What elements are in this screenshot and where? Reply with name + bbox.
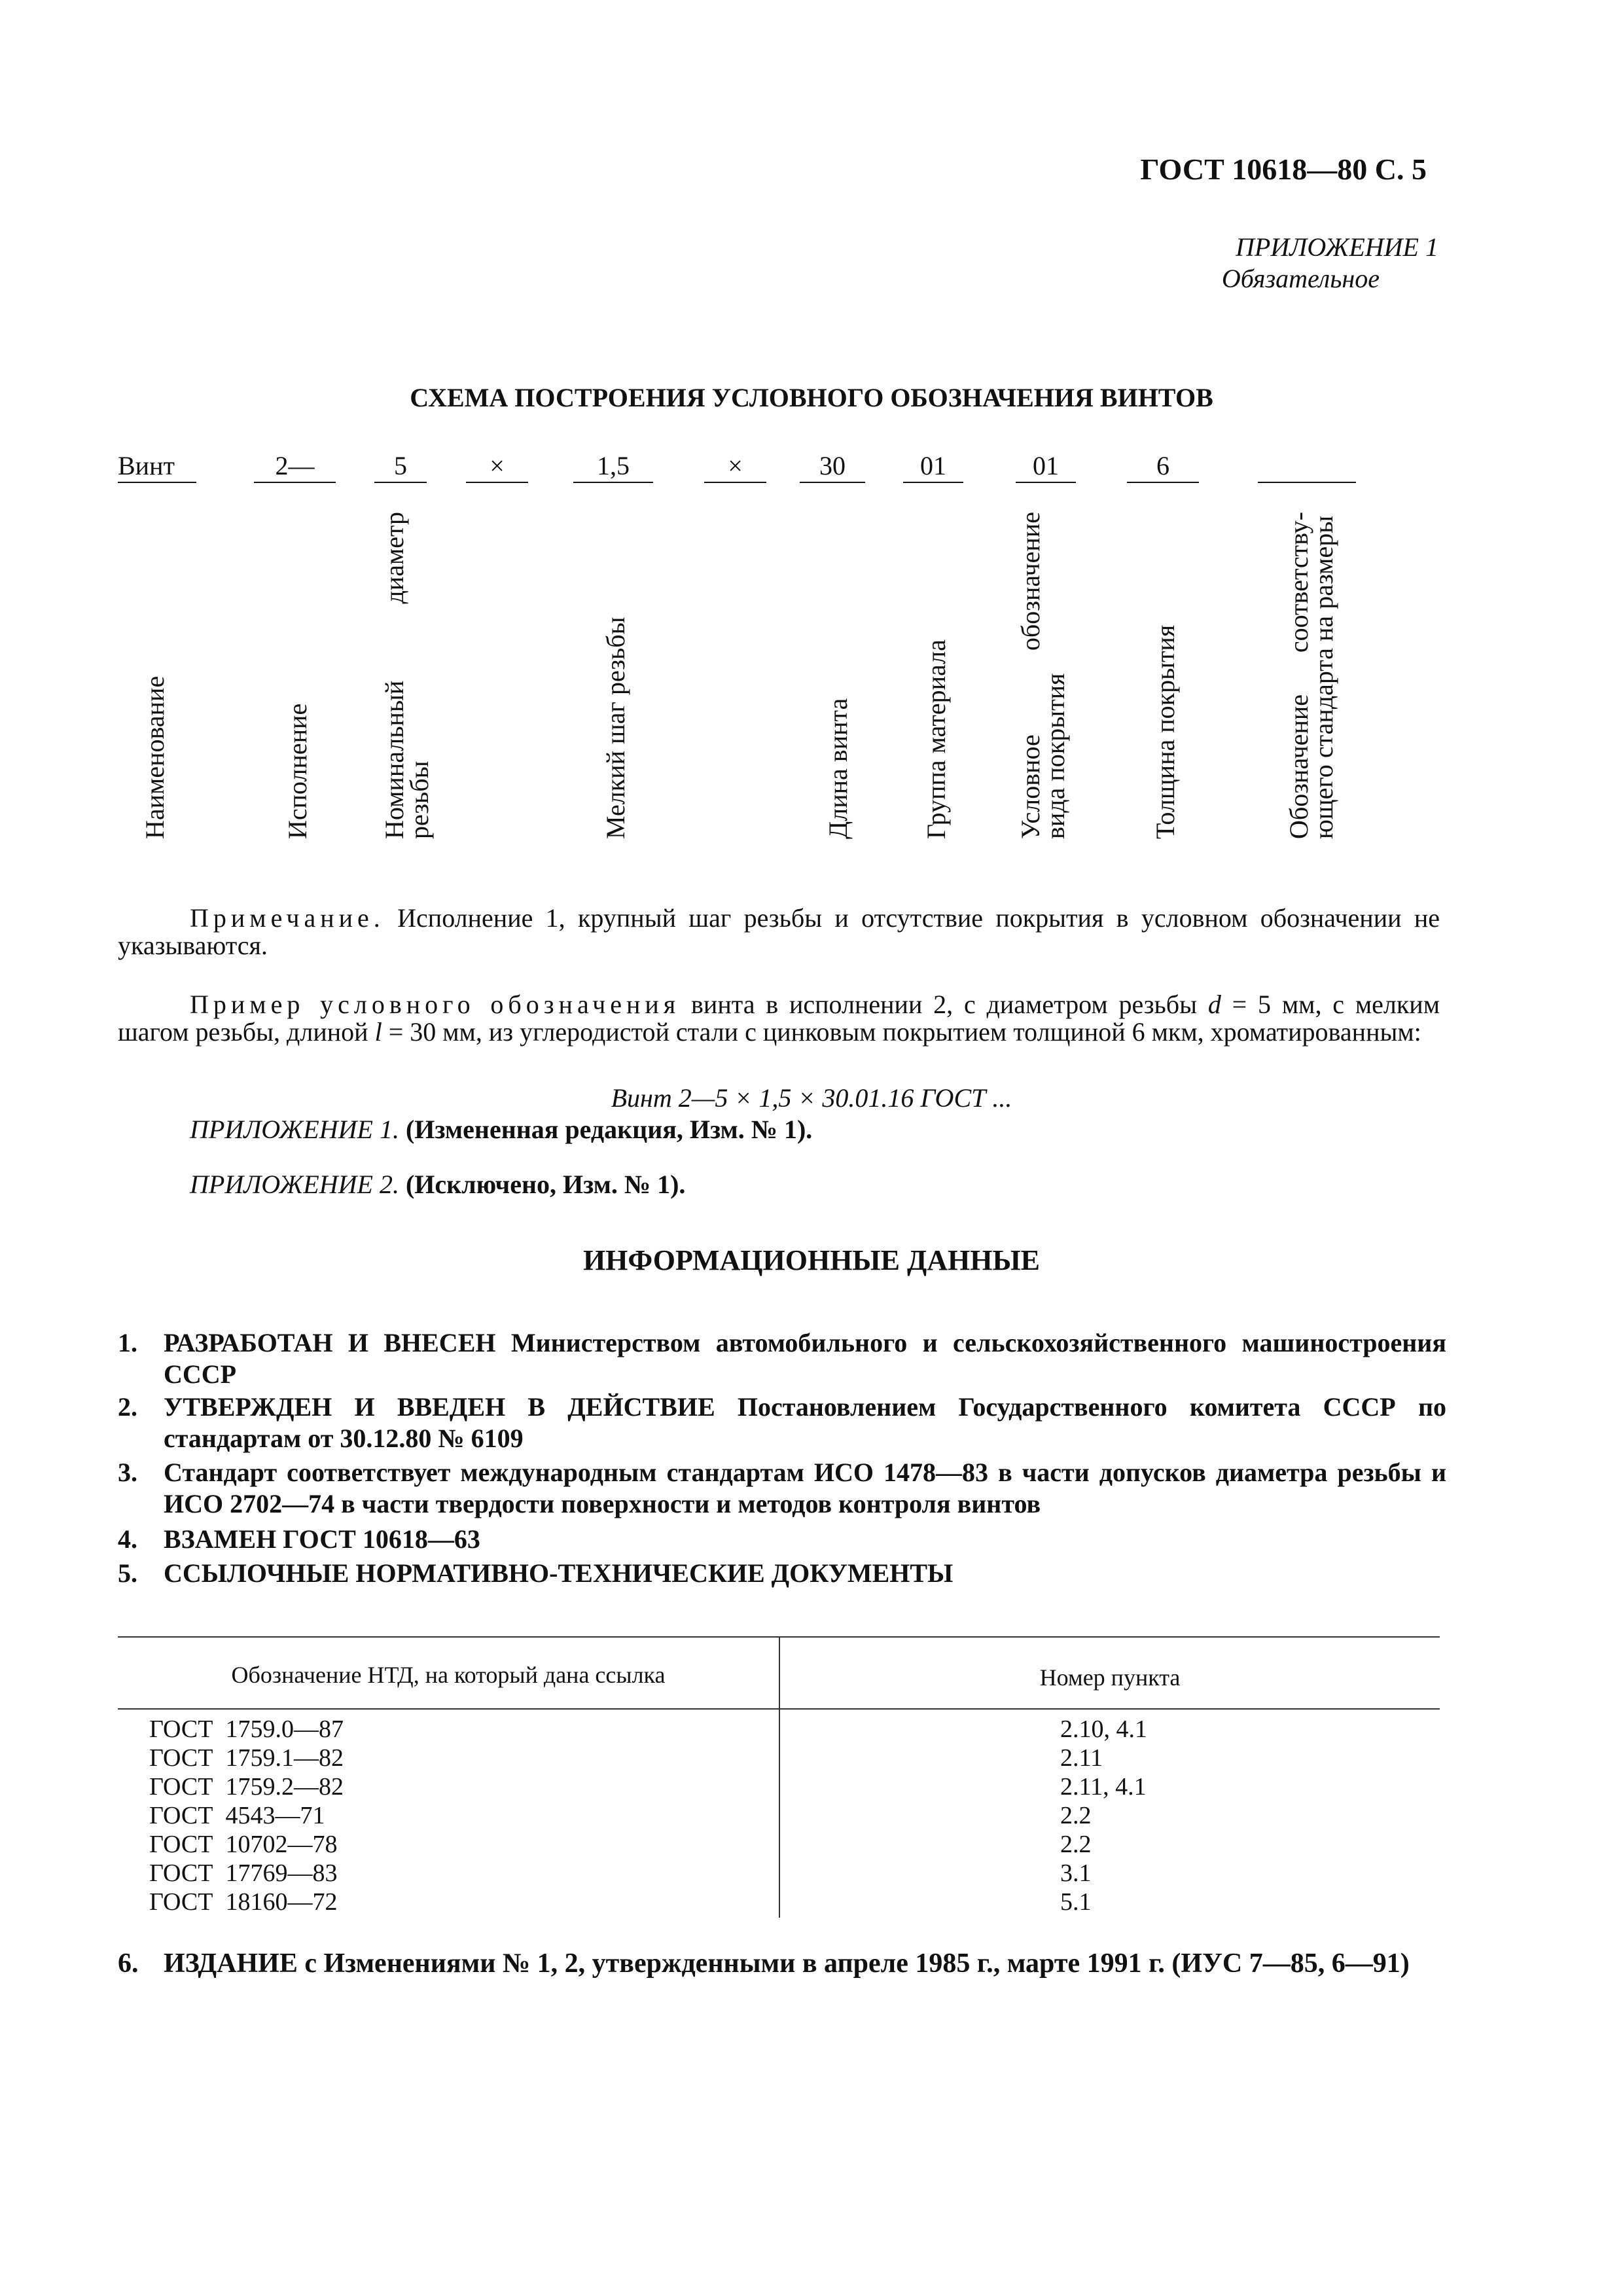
amendment-appendix-1: ПРИЛОЖЕНИЕ 1. (Измененная редакция, Изм. № 1). [190, 1115, 813, 1144]
table-cell-clause: 5.1 [1060, 1888, 1092, 1916]
table-cell-doc: ГОСТ 1759.1—82 [149, 1744, 344, 1772]
note-text: Исполнение 1, крупный шаг резьбы и отсутствие покрытия в условном обозначении не указываются. [118, 903, 1440, 960]
example-label: Пример условного обозначения [190, 990, 681, 1019]
page-header-title: ГОСТ 10618—80 С. 5 [1140, 152, 1427, 186]
label-coating-thickness: Толщина покрытия [1150, 624, 1180, 839]
token-version: 2— [254, 450, 336, 483]
token-pitch: 1,5 [573, 450, 653, 483]
token-times-1: × [466, 450, 528, 483]
example-paragraph: Пример условного обозначения винта в исполнении 2, с диаметром резьбы d = 5 мм, с мелким шагом резьбы, длиной l = 30 мм, из углеродистой стали с цинковым покрытием толщиной 6 мкм, хроматированным: [118, 990, 1440, 1047]
amendment-appendix-2: ПРИЛОЖЕНИЕ 2. (Исключено, Изм. № 1). [190, 1170, 686, 1199]
example-designation: Винт 2—5 × 1,5 × 30.01.16 ГОСТ ... [611, 1083, 1012, 1113]
label-nominal-diameter: Номинальный диаметр резьбы [380, 512, 434, 839]
token-thickness: 6 [1127, 450, 1199, 483]
info-item-2: 2. УТВЕРЖДЕН И ВВЕДЕН В ДЕЙСТВИЕ Постановлением Государственного комитета СССР по стандартам от 30.12.80 № 6109 [118, 1392, 1446, 1453]
appendix-label: ПРИЛОЖЕНИЕ 1 [1236, 232, 1438, 262]
table-cell-clause: 2.2 [1060, 1831, 1092, 1858]
info-title: ИНФОРМАЦИОННЫЕ ДАННЫЕ [582, 1244, 1041, 1276]
table-cell-doc: ГОСТ 1759.2—82 [149, 1773, 344, 1801]
info-item-1: 1. РАЗРАБОТАН И ВНЕСЕН Министерством автомобильного и сельскохозяйственного машиностроения СССР [118, 1328, 1446, 1389]
table-cell-doc: ГОСТ 10702—78 [149, 1831, 338, 1858]
token-coating: 01 [1016, 450, 1076, 483]
info-item-5: 5. ССЫЛОЧНЫЕ НОРМАТИВНО-ТЕХНИЧЕСКИЕ ДОКУМЕНТЫ [118, 1558, 954, 1588]
token-length: 30 [800, 450, 865, 483]
info-item-4: 4. ВЗАМЕН ГОСТ 10618—63 [118, 1524, 480, 1554]
note-paragraph [118, 905, 1440, 960]
info-item-3: 3. Стандарт соответствует международным стандартам ИСО 1478—83 в части допусков диаметра резьбы и ИСО 2702—74 в части твердости поверхности и методов контроля винтов [118, 1458, 1446, 1518]
label-material-group: Группа материала [921, 639, 951, 839]
table-cell-clause: 2.2 [1060, 1802, 1092, 1829]
token-diameter: 5 [374, 450, 427, 483]
label-coating-type: Условное обозначение вида покрытия [1016, 512, 1070, 839]
table-cell-clause: 2.11, 4.1 [1060, 1773, 1147, 1801]
label-version: Исполнение [283, 703, 312, 839]
note-label: Примечание. [190, 903, 385, 933]
label-name: Наименование [140, 675, 169, 839]
info-item-6: 6. ИЗДАНИЕ с Изменениями № 1, 2, утвержденными в апреле 1985 г., марте 1991 г. (ИУС 7—85, 6—91) [118, 1948, 1410, 1979]
table-header-clause: Номер пункта [1039, 1664, 1181, 1691]
table-cell-doc: ГОСТ 1759.0—87 [149, 1715, 344, 1743]
appendix-status: Обязательное [1221, 264, 1380, 293]
label-fine-pitch: Мелкий шаг резьбы [601, 617, 630, 839]
token-standard [1258, 450, 1356, 483]
table-header-doc: Обозначение НТД, на который дана ссылка [231, 1662, 666, 1688]
table-cell-doc: ГОСТ 4543—71 [149, 1802, 325, 1829]
label-length: Длина винта [823, 698, 853, 839]
token-material: 01 [903, 450, 963, 483]
table-cell-doc: ГОСТ 18160—72 [149, 1888, 338, 1916]
token-name: Винт [118, 450, 196, 483]
label-standard-designation: Обозначение соответству- ющего стандарта на размеры [1284, 512, 1338, 839]
table-cell-clause: 2.11 [1060, 1744, 1103, 1772]
scheme-title: СХЕМА ПОСТРОЕНИЯ УСЛОВНОГО ОБОЗНАЧЕНИЯ ВИНТОВ [410, 383, 1213, 412]
table-cell-clause: 2.10, 4.1 [1060, 1715, 1147, 1743]
table-cell-clause: 3.1 [1060, 1859, 1092, 1887]
table-cell-doc: ГОСТ 17769—83 [149, 1859, 338, 1887]
token-times-2: × [704, 450, 766, 483]
